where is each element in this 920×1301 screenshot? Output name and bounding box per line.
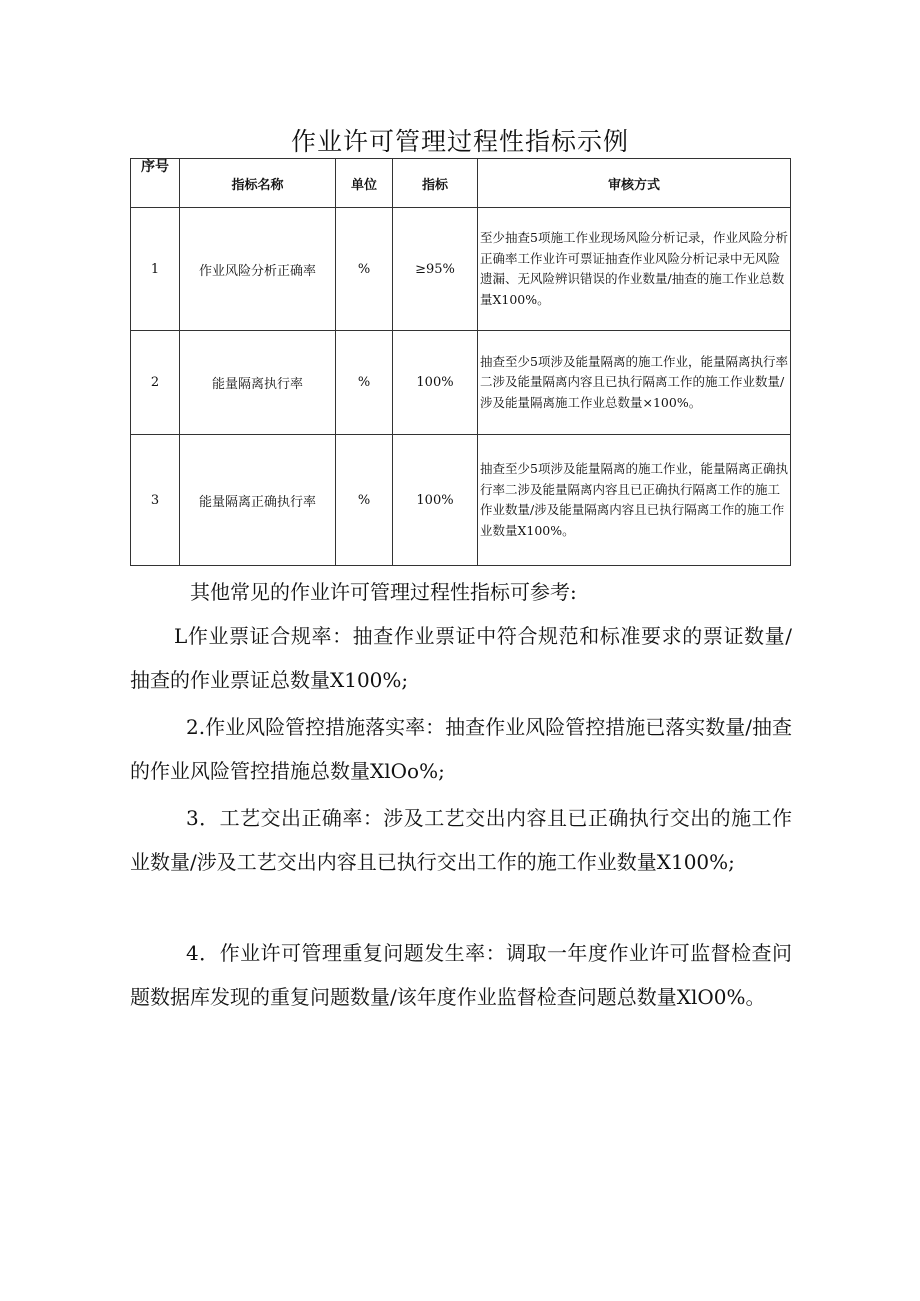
item-paragraph-2: 2.作业风险管控措施落实率：抽查作业风险管控措施已落实数量/抽查的作业风险管控措施总数量XlOo%; xyxy=(130,715,792,783)
cell-name: 能量隔离正确执行率 xyxy=(180,435,336,566)
table-row xyxy=(131,331,791,435)
cell-no: 2 xyxy=(131,331,180,435)
header-seq: 序号 xyxy=(131,159,180,208)
cell-method: 至少抽查5项施工作业现场风险分析记录，作业风险分析正确率工作业许可票证抽查作业风险分析记录中无风险遗漏、无风险辨识错误的作业数量/抽查的施工作业总数量X100%。 xyxy=(478,208,791,331)
header-target: 指标 xyxy=(393,159,478,208)
table-header-row xyxy=(131,159,791,208)
cell-method: 抽查至少5项涉及能量隔离的施工作业，能量隔离正确执行率二涉及能量隔离内容且已正确执行隔离工作的施工作业数量/涉及能量隔离内容且已执行隔离工作的施工作业数量X100%。 xyxy=(478,435,791,566)
header-unit: 单位 xyxy=(336,159,393,208)
item-paragraph-4: 4．作业许可管理重复问题发生率：调取一年度作业许可监督检查问题数据库发现的重复问题数量/该年度作业监督检查问题总数量XlO0%。 xyxy=(130,941,792,1009)
intro-paragraph: 其他常见的作业许可管理过程性指标可参考: xyxy=(190,580,577,604)
header-method: 审核方式 xyxy=(478,159,791,208)
cell-unit: % xyxy=(336,208,393,331)
item-paragraph-1: L作业票证合规率：抽查作业票证中符合规范和标准要求的票证数量/抽查的作业票证总数量X100%; xyxy=(130,624,792,692)
page-title: 作业许可管理过程性指标示例 xyxy=(290,127,629,156)
cell-name: 能量隔离执行率 xyxy=(180,331,336,435)
table-row xyxy=(131,435,791,566)
indicator-table xyxy=(130,158,791,566)
table-row xyxy=(131,208,791,331)
cell-no: 1 xyxy=(131,208,180,331)
cell-no: 3 xyxy=(131,435,180,566)
cell-unit: % xyxy=(336,435,393,566)
cell-unit: % xyxy=(336,331,393,435)
header-name: 指标名称 xyxy=(180,159,336,208)
cell-target: ≥95% xyxy=(393,208,478,331)
cell-name: 作业风险分析正确率 xyxy=(180,208,336,331)
item-paragraph-3: 3．工艺交出正确率：涉及工艺交出内容且已正确执行交出的施工作业数量/涉及工艺交出内容且已执行交出工作的施工作业数量X100%; xyxy=(130,806,792,874)
cell-method: 抽查至少5项涉及能量隔离的施工作业，能量隔离执行率二涉及能量隔离内容且已执行隔离工作的施工作业数量/涉及能量隔离施工作业总数量×100%。 xyxy=(478,331,791,435)
cell-target: 100% xyxy=(393,435,478,566)
cell-target: 100% xyxy=(393,331,478,435)
